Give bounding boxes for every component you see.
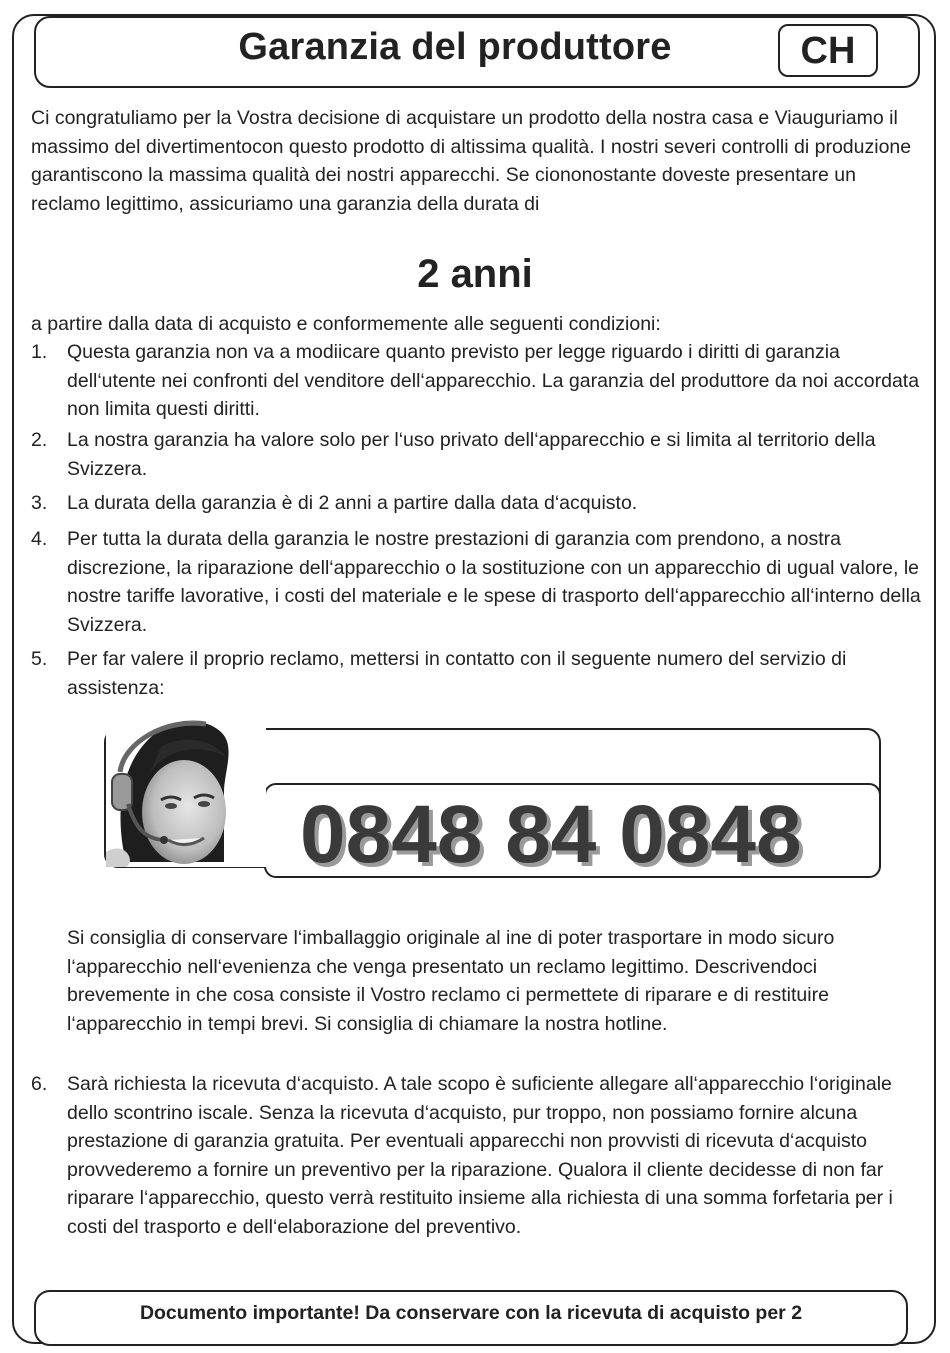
list-item-text: La durata della garanzia è di 2 anni a partire dalla data d‘acquisto. xyxy=(67,492,638,514)
list-item xyxy=(31,489,923,518)
page-title: Garanzia del produttore xyxy=(238,26,672,68)
conditions-intro: a partire dalla data di acquisto e conformemente alle seguenti condizioni: xyxy=(31,313,661,335)
list-number: 4. xyxy=(31,528,48,550)
support-agent-photo xyxy=(106,712,266,867)
list-item-text: Questa garanzia non va a modiicare quanto previsto per legge riguardo i diritti di garanzia dell‘utente nei confronti del venditore dell‘apparecchio. La garanzia del produttore da noi accordata non limita questi diritti. xyxy=(67,341,920,420)
list-item xyxy=(31,525,923,639)
warranty-duration: 2 anni xyxy=(417,252,533,296)
hotline-number: 0848 84 0848 xyxy=(300,789,802,880)
list-item xyxy=(31,645,923,702)
list-item-text: Sarà richiesta la ricevuta d‘acquisto. A tale scopo è suficiente allegare all‘apparecchio l‘originale dello scontrino iscale. Senza la ricevuta d‘acquisto, pur troppo, non possiamo fornire alcuna prestazione di garanzia gratuita. Per eventuali apparecchi non provvisti di ricevuta d‘acquisto provvederemo a fornire un preventivo per la riparazione. Qualora il cliente decidesse di non far riparare l‘apparecchio, questo verrà restituito insieme alla richiesta di una somma forfetaria per i costi del trasporto e dell‘elaborazione del preventivo. xyxy=(67,1073,893,1238)
packaging-advice: Si consiglia di conservare l‘imballaggio originale al ine di poter trasportare in modo sicuro l‘apparecchio nell‘evenienza che venga presentato un reclamo legittimo. Descrivendoci brevemente in che cosa consiste il Vostro reclamo ci permettete di riparare e di restituire l‘apparecchio in tempi brevi. Si consiglia di chiamare la nostra hotline. xyxy=(67,927,835,1035)
list-item xyxy=(31,1070,923,1241)
list-number: 1. xyxy=(31,341,48,363)
footer-note: Documento importante! Da conservare con la ricevuta di acquisto per 2 xyxy=(139,1302,803,1324)
list-number: 2. xyxy=(31,429,48,451)
list-item xyxy=(31,426,923,483)
list-item-text: Per tutta la durata della garanzia le nostre prestazioni di garanzia com prendono, a nostra discrezione, la riparazione dell‘apparecchio o la sostituzione con un apparecchio di ugual valore, le nostre tariffe lavorative, i costi del materiale e le spese di trasporto dell‘apparecchio all‘interno della Svizzera. xyxy=(67,528,921,636)
list-item xyxy=(31,338,923,424)
list-number: 6. xyxy=(31,1073,48,1095)
list-number: 5. xyxy=(31,648,48,670)
list-number: 3. xyxy=(31,492,48,514)
intro-paragraph: Ci congratuliamo per la Vostra decisione di acquistare un prodotto della nostra casa e Viauguriamo il massimo del divertimentocon questo prodotto di altissima qualità. I nostri severi controlli di produzione garantiscono la massima qualità dei nostri apparecchi. Se ciononostante doveste presentare un reclamo legittimo, assicuriamo una garanzia della durata di xyxy=(31,107,912,215)
list-item-text: La nostra garanzia ha valore solo per l‘uso privato dell‘apparecchio e si limita al territorio della Svizzera. xyxy=(67,429,876,480)
list-item-text: Per far valere il proprio reclamo, mettersi in contatto con il seguente numero del servizio di assistenza: xyxy=(67,648,847,699)
country-badge: CH xyxy=(778,24,878,77)
